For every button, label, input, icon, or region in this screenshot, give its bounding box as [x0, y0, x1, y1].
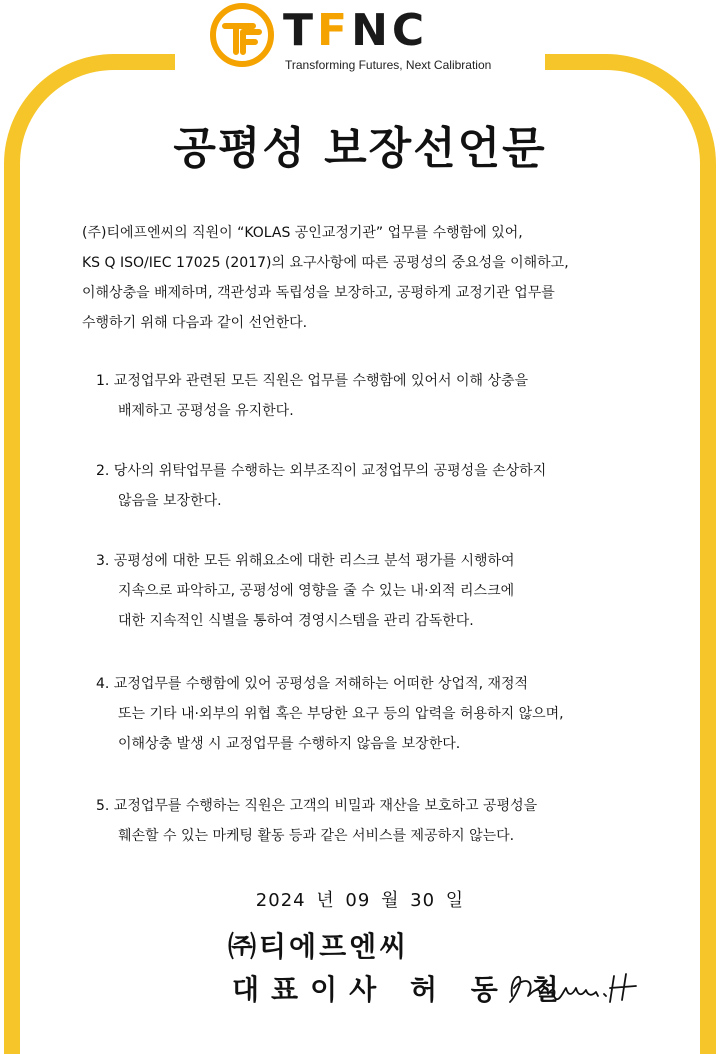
item-line: 않음을 보장한다.	[118, 493, 222, 509]
declaration-date: 2024 년 09 월 30 일	[255, 890, 465, 911]
item-line: 2. 당사의 위탁업무를 수행하는 외부조직이 교정업무의 공평성을 손상하지	[96, 463, 547, 479]
item-line: 대한 지속적인 식별을 통하여 경영시스템을 관리 감독한다.	[118, 613, 474, 629]
company-name: ㈜티에프엔씨	[228, 930, 410, 963]
item-line: 4. 교정업무를 수행함에 있어 공평성을 저해하는 어떠한 상업적, 재정적	[96, 676, 529, 692]
logo-wordmark-nc: NC	[351, 5, 429, 56]
item-line: 또는 기타 내·외부의 위협 혹은 부당한 요구 등의 압력을 허용하지 않으며,	[118, 706, 564, 722]
intro-line: 이해상충을 배제하며, 객관성과 독립성을 보장하고, 공평하게 교정기관 업무를	[82, 285, 555, 301]
logo-tagline: Transforming Futures, Next Calibration	[285, 58, 492, 72]
item-line: 훼손할 수 있는 마케팅 활동 등과 같은 서비스를 제공하지 않는다.	[118, 828, 515, 844]
item-line: 이해상충 발생 시 교정업무를 수행하지 않음을 보장한다.	[118, 736, 461, 752]
logo-wordmark	[283, 4, 428, 58]
intro-line: KS Q ISO/IEC 17025 (2017)의 요구사항에 따른 공평성의 중요성을 이해하고,	[82, 255, 569, 271]
company-logo	[175, 0, 545, 92]
ceo-name: 대표이사 허 동 철	[232, 973, 571, 1006]
intro-paragraph	[82, 218, 682, 338]
tfnc-logo-icon	[209, 2, 275, 68]
intro-line: (주)티에프엔씨의 직원이 “KOLAS 공인교정기관” 업무를 수행함에 있어,	[82, 225, 523, 241]
logo-wordmark-t: T	[283, 5, 318, 56]
item-line: 5. 교정업무를 수행하는 직원은 고객의 비밀과 재산을 보호하고 공평성을	[96, 798, 538, 814]
declaration-item-1	[96, 366, 676, 426]
declaration-item-5	[96, 791, 676, 851]
declaration-item-2	[96, 456, 676, 516]
item-line: 지속으로 파악하고, 공평성에 영향을 줄 수 있는 내·외적 리스크에	[118, 583, 515, 599]
declaration-item-4	[96, 669, 676, 759]
intro-line: 수행하기 위해 다음과 같이 선언한다.	[82, 315, 308, 331]
item-line: 1. 교정업무와 관련된 모든 직원은 업무를 수행함에 있어서 이해 상충을	[96, 373, 529, 389]
declaration-item-3	[96, 546, 676, 636]
item-line: 배제하고 공평성을 유지한다.	[118, 403, 294, 419]
item-line: 3. 공평성에 대한 모든 위해요소에 대한 리스크 분석 평가를 시행하여	[96, 553, 515, 569]
page-title: 공평성 보장선언문	[173, 123, 547, 174]
handwritten-signature	[506, 966, 644, 1010]
logo-wordmark-f: F	[317, 5, 352, 56]
